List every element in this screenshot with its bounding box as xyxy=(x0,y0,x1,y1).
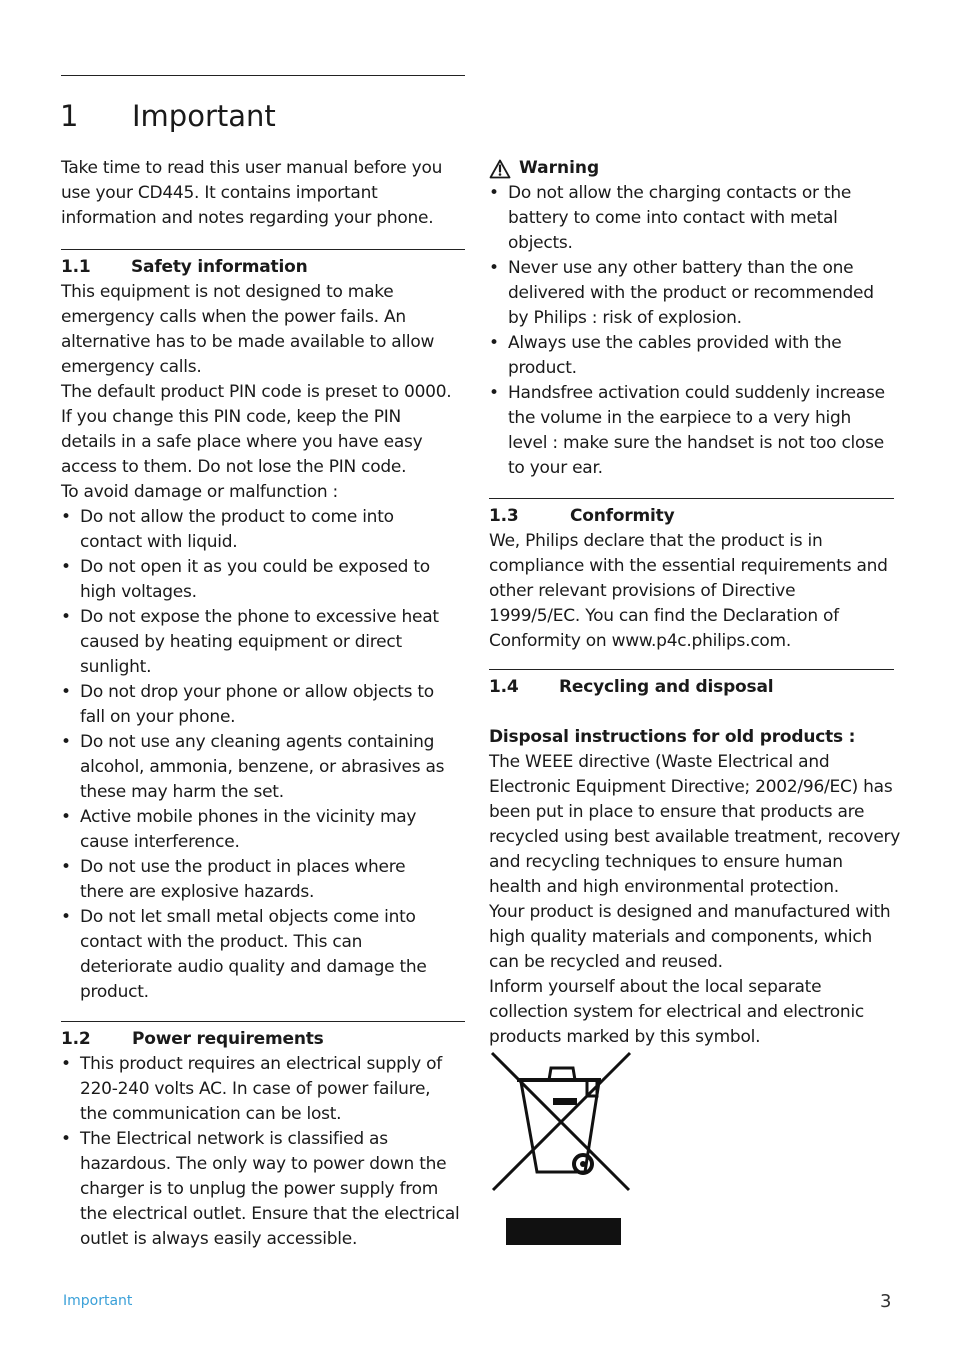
intro-line: use your CD445. It contains important xyxy=(61,183,378,203)
list-item xyxy=(489,331,894,381)
body-line: Inform yourself about the local separate xyxy=(489,977,822,997)
body-line: can be recycled and reused. xyxy=(489,952,723,972)
body-line: details in a safe place where you have easy xyxy=(61,432,423,452)
item-line: Do not use any cleaning agents containing xyxy=(80,732,435,752)
item-line: product. xyxy=(508,358,577,378)
body-line: The default product PIN code is preset to 0000. xyxy=(61,382,452,402)
section-rule xyxy=(61,249,465,250)
chapter-title-text: Important xyxy=(132,99,276,133)
section-number: 1.2 xyxy=(61,1029,91,1049)
item-line: Do not open it as you could be exposed to xyxy=(80,557,430,577)
item-line: objects. xyxy=(508,233,573,253)
item-line: battery to come into contact with metal xyxy=(508,208,838,228)
bullet-dot: • xyxy=(489,183,499,203)
intro-line: Take time to read this user manual before you xyxy=(61,158,443,178)
body-line: and recycling techniques to ensure human xyxy=(489,852,843,872)
section-number: 1.3 xyxy=(489,506,519,526)
item-line: charger is to unplug the power supply from xyxy=(80,1179,439,1199)
bullet-dot: • xyxy=(61,682,71,702)
bullet-dot: • xyxy=(489,333,499,353)
list-item xyxy=(61,855,465,905)
item-line: hazardous. The only way to power down the xyxy=(80,1154,447,1174)
body-line: If you change this PIN code, keep the PIN xyxy=(61,407,402,427)
body-line: We, Philips declare that the product is in xyxy=(489,531,823,551)
section-heading-conformity xyxy=(489,504,674,529)
item-line: the volume in the earpiece to a very high xyxy=(508,408,852,428)
power-bullet-list xyxy=(61,1052,465,1252)
page-number: 3 xyxy=(880,1291,892,1312)
item-line: delivered with the product or recommended xyxy=(508,283,874,303)
item-line: sunlight. xyxy=(80,657,152,677)
body-line: high quality materials and components, which xyxy=(489,927,872,947)
safety-bullet-list xyxy=(61,505,465,1005)
bullet-dot: • xyxy=(61,507,71,527)
item-line: deteriorate audio quality and damage the xyxy=(80,957,427,977)
warning-title: Warning xyxy=(519,158,600,178)
item-line: the communication can be lost. xyxy=(80,1104,342,1124)
item-line: Always use the cables provided with the xyxy=(508,333,842,353)
item-line: level : make sure the handset is not too close xyxy=(508,433,884,453)
list-item xyxy=(61,805,465,855)
list-item xyxy=(61,730,465,805)
bullet-dot: • xyxy=(61,1129,71,1149)
list-item xyxy=(61,505,465,555)
bullet-dot: • xyxy=(61,857,71,877)
section-heading-recycling xyxy=(489,675,773,700)
item-line: Do not expose the phone to excessive heat xyxy=(80,607,439,627)
item-line: contact with liquid. xyxy=(80,532,238,552)
item-line: Do not allow the charging contacts or the xyxy=(508,183,852,203)
bullet-dot: • xyxy=(61,1054,71,1074)
list-item xyxy=(61,905,465,1005)
body-line: This equipment is not designed to make xyxy=(61,282,394,302)
black-bar xyxy=(506,1218,621,1245)
body-line: Conformity on www.p4c.philips.com. xyxy=(489,631,792,651)
warning-triangle-icon xyxy=(489,159,511,179)
item-line: Active mobile phones in the vicinity may xyxy=(80,807,417,827)
safety-body xyxy=(61,280,451,505)
section-heading-safety xyxy=(61,255,307,280)
bullet-dot: • xyxy=(489,383,499,403)
item-line: contact with the product. This can xyxy=(80,932,363,952)
intro-line: information and notes regarding your phone. xyxy=(61,208,434,228)
warning-bullet-list xyxy=(489,181,894,481)
item-line: high voltages. xyxy=(80,582,197,602)
item-line: alcohol, ammonia, benzene, or abrasives as xyxy=(80,757,445,777)
list-item xyxy=(489,256,894,331)
item-line: 220-240 volts AC. In case of power failure, xyxy=(80,1079,431,1099)
body-line: access to them. Do not lose the PIN code. xyxy=(61,457,407,477)
list-item xyxy=(489,181,894,256)
body-line: Your product is designed and manufactured with xyxy=(489,902,891,922)
body-line: been put in place to ensure that products are xyxy=(489,802,865,822)
list-item xyxy=(61,1127,465,1252)
section-title: Recycling and disposal xyxy=(559,677,774,697)
bullet-dot: • xyxy=(61,557,71,577)
body-line: emergency calls when the power fails. An xyxy=(61,307,406,327)
recycling-body xyxy=(489,750,900,1050)
conformity-body xyxy=(489,529,888,654)
item-line: by Philips : risk of explosion. xyxy=(508,308,742,328)
section-heading-power xyxy=(61,1027,324,1052)
list-item xyxy=(61,680,465,730)
chapter-number: 1 xyxy=(60,99,79,133)
body-line: collection system for electrical and electronic xyxy=(489,1002,865,1022)
item-line: This product requires an electrical supply of xyxy=(80,1054,443,1074)
body-line: To avoid damage or malfunction : xyxy=(61,482,339,502)
item-line: cause interference. xyxy=(80,832,240,852)
item-line: there are explosive hazards. xyxy=(80,882,315,902)
item-line: Do not allow the product to come into xyxy=(80,507,394,527)
body-line: other relevant provisions of Directive xyxy=(489,581,796,601)
bullet-dot: • xyxy=(61,732,71,752)
section-number: 1.1 xyxy=(61,257,91,277)
list-item xyxy=(61,1052,465,1127)
item-line: fall on your phone. xyxy=(80,707,236,727)
bullet-dot: • xyxy=(61,607,71,627)
footer-section-name: Important xyxy=(63,1293,133,1309)
body-line: products marked by this symbol. xyxy=(489,1027,761,1047)
bullet-dot: • xyxy=(61,807,71,827)
body-line: alternative has to be made available to allow xyxy=(61,332,435,352)
section-rule xyxy=(489,669,894,670)
item-line: product. xyxy=(80,982,149,1002)
list-item xyxy=(61,605,465,680)
section-rule xyxy=(61,1021,465,1022)
section-title: Power requirements xyxy=(132,1029,324,1049)
item-line: outlet is always easily accessible. xyxy=(80,1229,358,1249)
body-line: health and high environmental protection. xyxy=(489,877,839,897)
item-line: Do not drop your phone or allow objects to xyxy=(80,682,434,702)
bullet-dot: • xyxy=(61,907,71,927)
body-line: Electronic Equipment Directive; 2002/96/EC) has xyxy=(489,777,893,797)
section-title: Conformity xyxy=(570,506,675,526)
warning-heading xyxy=(489,156,599,181)
item-line: caused by heating equipment or direct xyxy=(80,632,402,652)
item-line: to your ear. xyxy=(508,458,603,478)
body-line: The WEEE directive (Waste Electrical and xyxy=(489,752,830,772)
list-item xyxy=(61,555,465,605)
body-line: recycled using best available treatment, recovery xyxy=(489,827,901,847)
section-title: Safety information xyxy=(131,257,308,277)
item-line: Never use any other battery than the one xyxy=(508,258,854,278)
bullet-dot: • xyxy=(489,258,499,278)
item-line: Handsfree activation could suddenly increase xyxy=(508,383,885,403)
item-line: these may harm the set. xyxy=(80,782,284,802)
list-item xyxy=(489,381,894,481)
body-line: compliance with the essential requirements and xyxy=(489,556,888,576)
crossed-out-wheelie-bin-icon xyxy=(489,1050,634,1195)
chapter-title xyxy=(60,96,276,136)
disposal-subheading: Disposal instructions for old products : xyxy=(489,727,856,747)
body-line: 1999/5/EC. You can find the Declaration of xyxy=(489,606,839,626)
item-line: The Electrical network is classified as xyxy=(80,1129,388,1149)
section-rule xyxy=(489,498,894,499)
section-number: 1.4 xyxy=(489,677,519,697)
intro-paragraph xyxy=(61,156,442,231)
item-line: Do not let small metal objects come into xyxy=(80,907,416,927)
item-line: the electrical outlet. Ensure that the electrical xyxy=(80,1204,460,1224)
top-rule xyxy=(61,75,465,76)
item-line: Do not use the product in places where xyxy=(80,857,406,877)
body-line: emergency calls. xyxy=(61,357,202,377)
